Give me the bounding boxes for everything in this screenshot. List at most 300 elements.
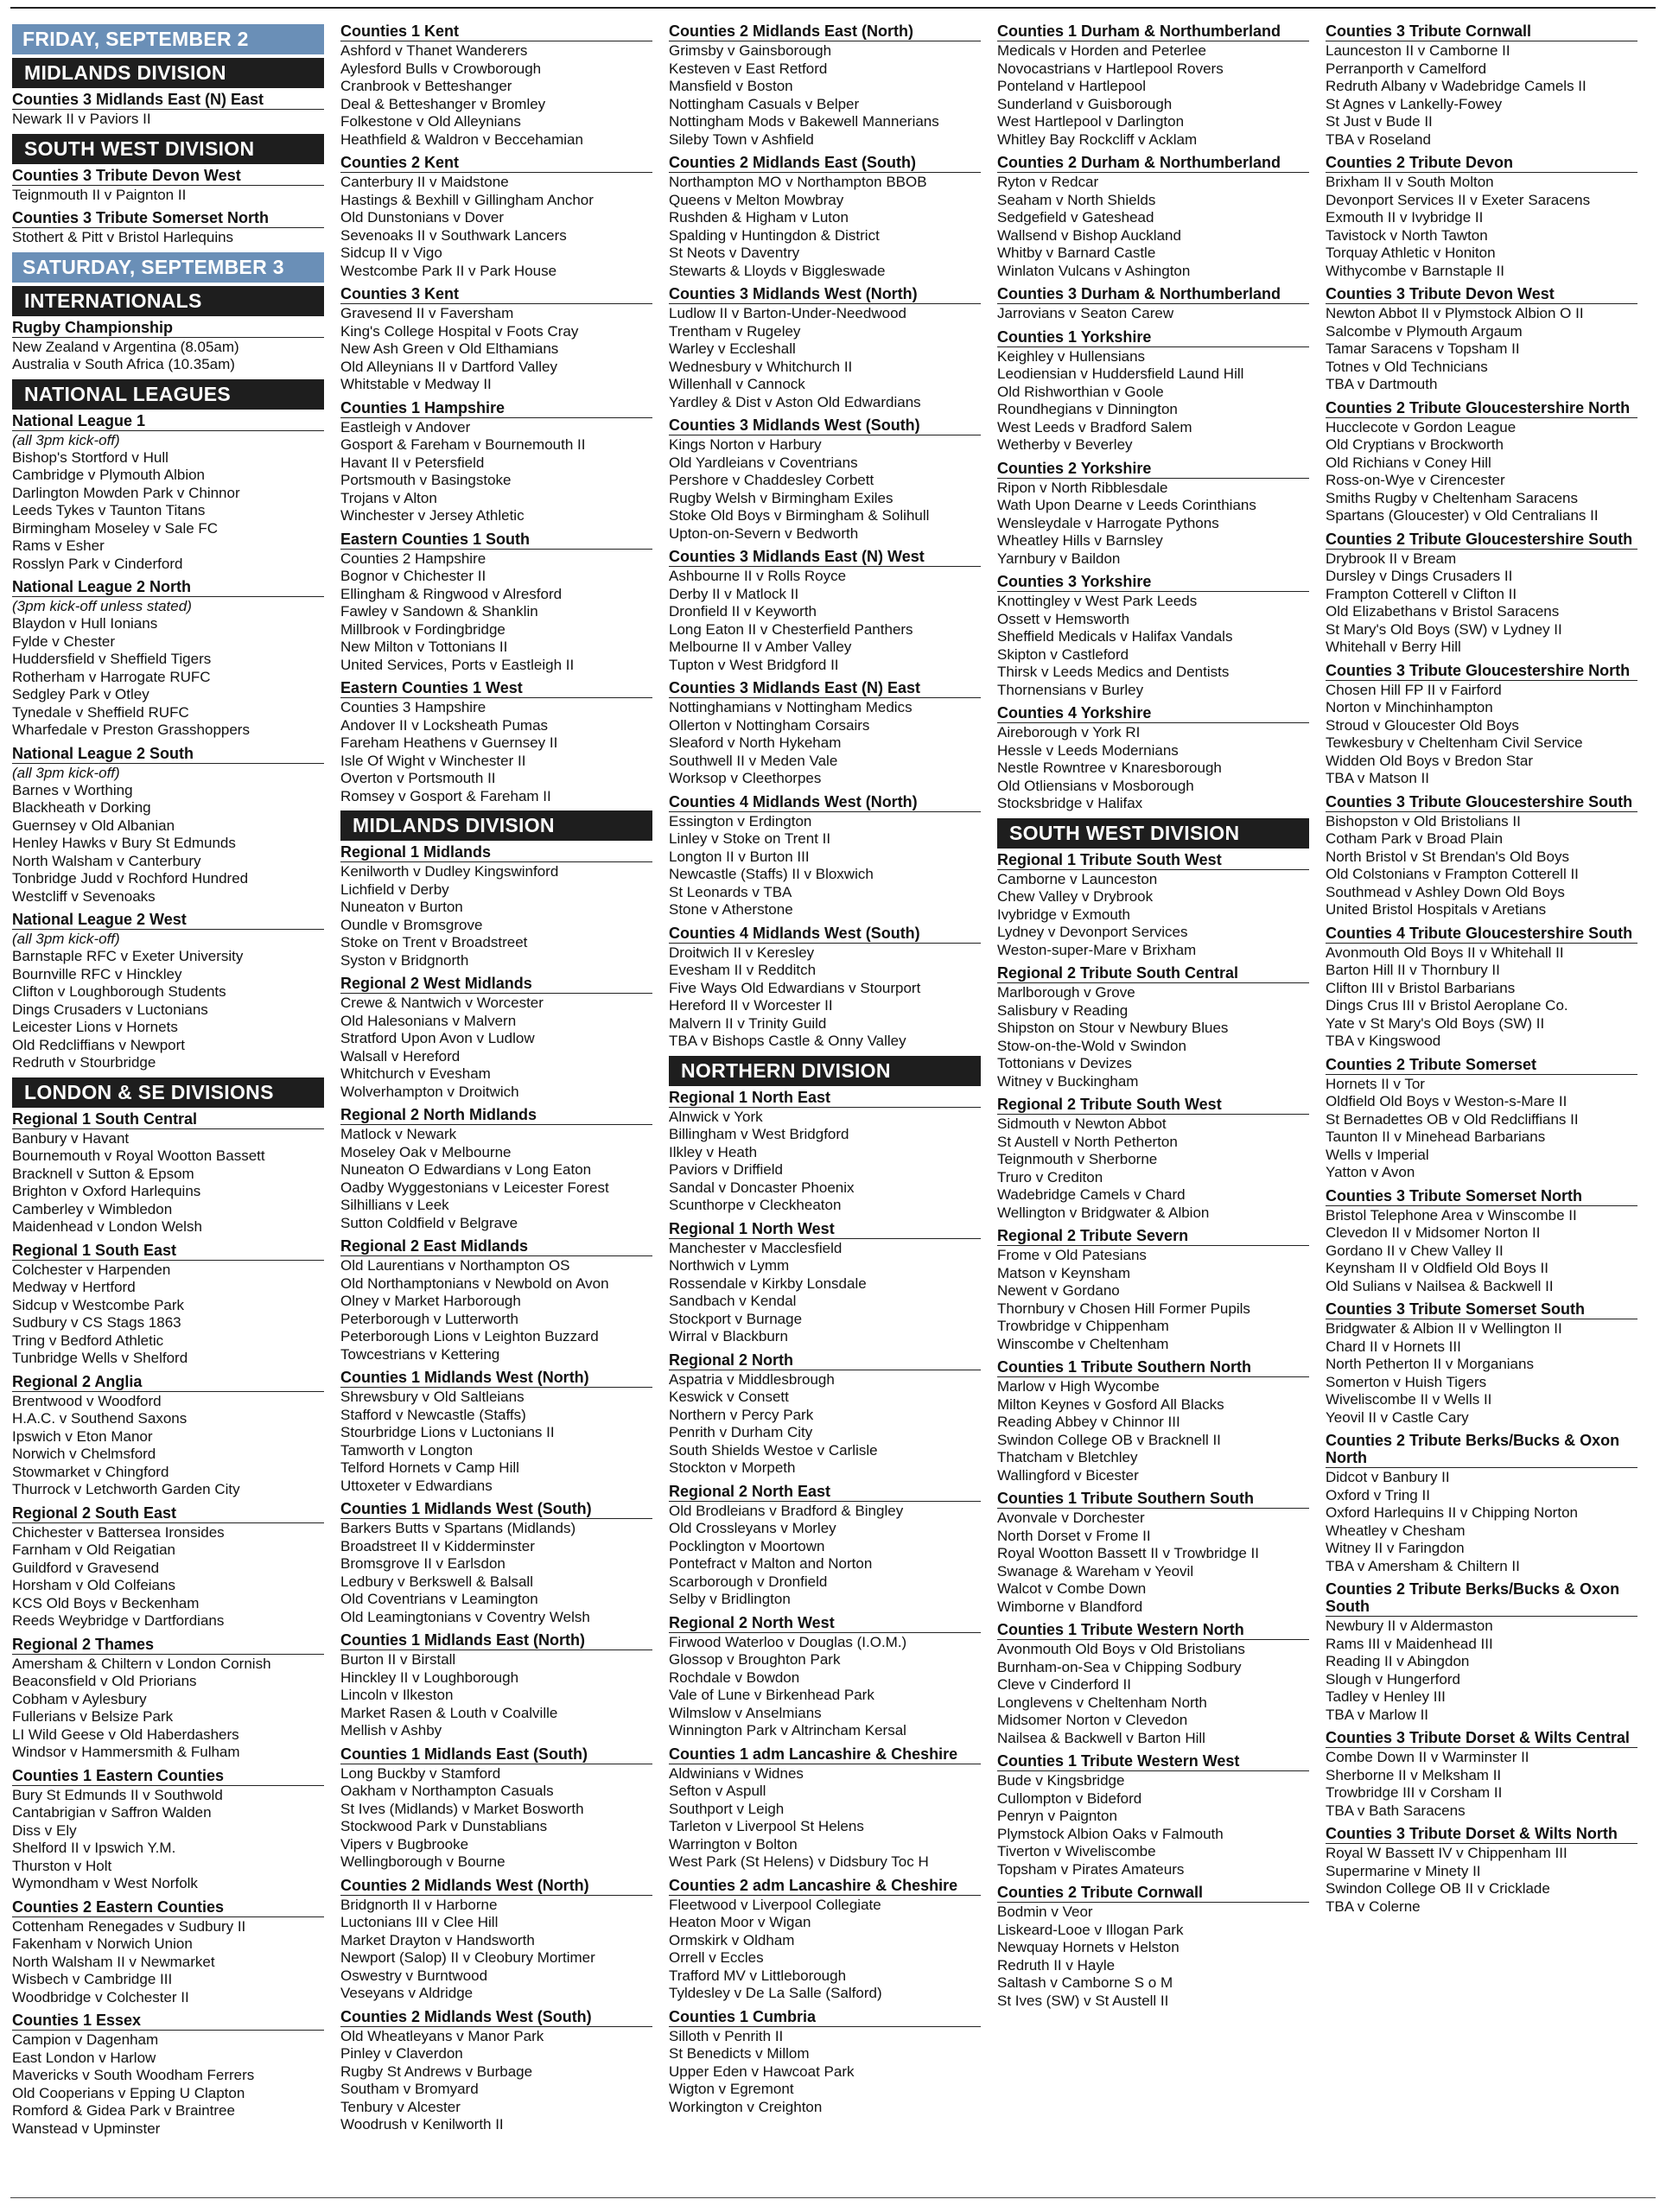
league-title: Counties 1 Midlands East (North)	[340, 1631, 652, 1650]
league-title: Counties 4 Midlands West (South)	[669, 925, 981, 944]
fixture-line: Old Elizabethans v Bristol Saracens	[1326, 603, 1560, 620]
fixture-line: TBA v Bath Saracens	[1326, 1802, 1466, 1819]
date-banner: SATURDAY, SEPTEMBER 3	[12, 252, 324, 283]
league-section	[340, 285, 652, 394]
fixture-line: Smiths Rugby v Cheltenham Saracens	[1326, 489, 1578, 506]
fixture-line: Matlock v Newark	[340, 1126, 457, 1142]
league-title: Counties 3 Midlands West (South)	[669, 416, 981, 435]
fixture-line: Scunthorpe v Cleckheaton	[669, 1197, 842, 1213]
league-title: National League 2 South	[12, 745, 324, 764]
fixture-line: Dings Crus III v Bristol Aeroplane Co.	[1326, 997, 1568, 1014]
league-section	[669, 1089, 981, 1215]
league-section	[997, 328, 1309, 454]
fixture-line: Teignmouth v Sherborne	[997, 1151, 1158, 1167]
fixture-line: Winchester v Jersey Athletic	[340, 507, 525, 524]
fixture-line: Wheatley v Chesham	[1326, 1522, 1466, 1539]
fixture-line: Winlaton Vulcans v Ashington	[997, 262, 1191, 279]
fixture-line: Clifton v Loughborough Students	[12, 983, 226, 1000]
fixture-line: Reading II v Abingdon	[1326, 1653, 1470, 1669]
league-title: Rugby Championship	[12, 319, 324, 338]
fixture-line: Worksop v Cleethorpes	[669, 770, 822, 786]
league-section	[1326, 1187, 1637, 1296]
fixture-line: Swindon College OB v Bracknell II	[997, 1431, 1221, 1448]
fixture-line: Romsey v Gosport & Fareham II	[340, 787, 551, 804]
league-section	[340, 2008, 652, 2134]
fixture-line: Penryn v Paignton	[997, 1808, 1117, 1824]
fixture-line: Sherborne II v Melksham II	[1326, 1766, 1502, 1783]
division-header: SOUTH WEST DIVISION	[12, 134, 324, 164]
league-section	[1326, 285, 1637, 394]
fixture-line: Stowmarket v Chingford	[12, 1463, 169, 1480]
fixture-line: Droitwich II v Keresley	[669, 944, 815, 961]
fixture-line: Wimborne v Blandford	[997, 1598, 1143, 1615]
fixture-line: North Petherton II v Morganians	[1326, 1356, 1534, 1372]
fixture-line: Southwell II v Meden Vale	[669, 752, 838, 769]
fixture-line: Billingham v West Bridgford	[669, 1126, 849, 1142]
fixture-line: Sheffield Medicals v Halifax Vandals	[997, 628, 1233, 645]
fixture-line: Nestle Rowntree v Knaresborough	[997, 760, 1222, 776]
fixture-line: Saltash v Camborne S o M	[997, 1974, 1173, 1991]
fixture-line: Sefton v Aspull	[669, 1783, 766, 1799]
fixture-line: Yate v St Mary's Old Boys (SW) II	[1326, 1014, 1545, 1032]
fixture-line: Long Buckby v Stamford	[340, 1764, 501, 1782]
fixture-line: Warley v Eccleshall	[669, 340, 796, 357]
fixture-line: Tavistock v North Tawton	[1326, 226, 1488, 244]
fixture-line: Oldfield Old Boys v Weston-s-Mare II	[1326, 1093, 1567, 1109]
fixture-line: Wigton v Egremont	[669, 2081, 794, 2097]
fixture-line: Selby v Bridlington	[669, 1591, 791, 1607]
league-title: Counties 4 Tribute Gloucestershire South	[1326, 925, 1637, 944]
fixture-line: Gravesend II v Faversham	[340, 305, 514, 321]
fixture-line: Swanage & Wareham v Yeovil	[997, 1562, 1194, 1580]
league-section	[669, 1877, 981, 2003]
fixture-line: South Shields Westoe v Carlisle	[669, 1441, 878, 1459]
fixture-line: Hastings & Bexhill v Gillingham Anchor	[340, 191, 594, 208]
fixture-line: Winscombe v Cheltenham	[997, 1335, 1169, 1352]
league-title: Regional 2 Tribute Severn	[997, 1227, 1309, 1246]
fixture-line: Stockwood Park v Dunstablians	[340, 1818, 548, 1834]
fixture-line: Torquay Athletic v Honiton	[1326, 245, 1496, 261]
fixture-line: Paviors v Driffield	[669, 1161, 783, 1178]
fixture-line: Wells v Imperial	[1326, 1146, 1429, 1163]
league-section	[12, 412, 324, 574]
fixture-line: Rams v Esher	[12, 537, 105, 554]
fixture-line: Huddersfield v Sheffield Tigers	[12, 651, 212, 667]
fixture-line: Blackheath v Dorking	[12, 799, 151, 816]
fixture-line: Farnham v Old Reigatian	[12, 1541, 175, 1558]
league-title: Counties 3 Tribute Gloucestershire South	[1326, 793, 1637, 812]
fixture-line: Hucclecote v Gordon League	[1326, 418, 1517, 435]
fixture-line: Rotherham v Harrogate RUFC	[12, 668, 211, 685]
fixture-line: King's College Hospital v Foots Cray	[340, 322, 579, 340]
fixture-line: Avonvale v Dorchester	[997, 1510, 1145, 1526]
fixture-line: Stocksbridge v Halifax	[997, 795, 1143, 811]
fixture-line: Royal Wootton Bassett II v Trowbridge II	[997, 1545, 1259, 1561]
fixture-line: Cotham Park v Broad Plain	[1326, 830, 1504, 847]
fixture-line: Rams III v Maidenhead III	[1326, 1635, 1493, 1652]
column-3	[669, 22, 981, 2183]
league-title: Regional 2 North West	[669, 1614, 981, 1633]
fixture-line: Five Ways Old Edwardians v Stourport	[669, 979, 921, 996]
fixture-line: Northampton MO v Northampton BBOB	[669, 174, 927, 190]
league-title: Regional 2 North Midlands	[340, 1106, 652, 1125]
fixture-line: Trowbridge v Chippenham	[997, 1318, 1169, 1334]
league-section	[669, 1220, 981, 1346]
fixture-line: TBA v Matson II	[1326, 770, 1429, 786]
fixture-line: Thatcham v Bletchley	[997, 1449, 1138, 1465]
league-title: Counties 2 Tribute Devon	[1326, 154, 1637, 173]
league-title: Counties 1 Tribute Southern North	[997, 1358, 1309, 1377]
fixture-line: United Services, Ports v Eastleigh II	[340, 656, 575, 673]
fixture-line: Glossop v Broughton Park	[669, 1651, 841, 1668]
league-section	[669, 1351, 981, 1478]
league-section	[340, 1369, 652, 1495]
fixture-line: Barnes v Worthing	[12, 781, 133, 798]
fixture-line: Telford Hornets v Camp Hill	[340, 1459, 519, 1476]
fixture-line: Colchester v Harpenden	[12, 1261, 171, 1278]
league-section	[1326, 154, 1637, 280]
fixture-line: Stow-on-the-Wold v Swindon	[997, 1037, 1186, 1054]
fixture-line: Medicals v Horden and Peterlee	[997, 42, 1206, 59]
fixture-line: Devonport Services II v Exeter Saracens	[1326, 191, 1591, 208]
fixture-line: New Ash Green v Old Elthamians	[340, 340, 559, 357]
fixture-line: Pershore v Chaddesley Corbett	[669, 472, 874, 488]
fixture-line: Stockton v Morpeth	[669, 1459, 796, 1476]
league-title: Counties 1 Hampshire	[340, 399, 652, 418]
fixture-line: Winnington Park v Altrincham Kersal	[669, 1722, 906, 1738]
fixture-line: Oakham v Northampton Casuals	[340, 1783, 554, 1799]
league-section	[1326, 1300, 1637, 1427]
fixture-line: Keynsham II v Oldfield Old Boys II	[1326, 1260, 1548, 1276]
fixture-line: Gordano II v Chew Valley II	[1326, 1242, 1504, 1259]
league-section	[12, 319, 324, 374]
fixture-line: Old Alleynians II v Dartford Valley	[340, 358, 558, 375]
fixture-line: Penrith v Durham City	[669, 1424, 813, 1440]
fixture-line: Manchester v Macclesfield	[669, 1239, 843, 1256]
fixture-line: Tring v Bedford Athletic	[12, 1332, 164, 1349]
league-section	[340, 1500, 652, 1626]
fixture-line: Henley Hawks v Bury St Edmunds	[12, 835, 236, 851]
league-title: Counties 3 Tribute Gloucestershire North	[1326, 662, 1637, 681]
league-title: Counties 3 Tribute Dorset & Wilts North	[1326, 1825, 1637, 1844]
fixture-line: Ross-on-Wye v Cirencester	[1326, 472, 1505, 488]
fixture-line: Olney v Market Harborough	[340, 1293, 521, 1309]
league-title: Regional 1 North West	[669, 1220, 981, 1239]
fixture-line: Wath Upon Dearne v Leeds Corinthians	[997, 497, 1256, 513]
fixture-line: Cottenham Renegades v Sudbury II	[12, 1917, 246, 1935]
league-title: Counties 1 Yorkshire	[997, 328, 1309, 347]
fixture-line: Witney II v Faringdon	[1326, 1540, 1465, 1556]
league-section	[997, 704, 1309, 813]
fixture-line: Camberley v Wimbledon	[12, 1200, 173, 1217]
fixture-line: Stewarts & Lloyds v Biggleswade	[669, 262, 886, 279]
fixture-line: Reading Abbey v Chinnor III	[997, 1414, 1180, 1430]
fixture-line: Nottingham Casuals v Belper	[669, 95, 860, 112]
league-title: Counties 4 Midlands West (North)	[669, 793, 981, 812]
fixture-line: Trowbridge III v Corsham II	[1326, 1784, 1503, 1801]
fixture-line: Lichfield v Derby	[340, 880, 449, 898]
league-title: Counties 3 Midlands East (N) West	[669, 548, 981, 567]
league-section	[669, 925, 981, 1051]
fixture-line: North Dorset v Frome II	[997, 1527, 1151, 1544]
fixture-line: Aspatria v Middlesbrough	[669, 1370, 835, 1388]
fixture-line: Sedgley Park v Otley	[12, 686, 149, 702]
fixture-line: Somerton v Huish Tigers	[1326, 1373, 1487, 1390]
fixture-line: Old Cryptians v Brockworth	[1326, 436, 1504, 453]
fixture-line: Windsor v Hammersmith & Fulham	[12, 1744, 240, 1760]
league-title: Counties 2 Midlands East (North)	[669, 22, 981, 41]
division-header: NORTHERN DIVISION	[669, 1056, 981, 1086]
fixture-line: Skipton v Castleford	[997, 645, 1129, 663]
league-section	[12, 1636, 324, 1762]
fixture-line: Heaton Moor v Wigan	[669, 1914, 811, 1930]
league-section	[12, 1373, 324, 1499]
league-section	[669, 793, 981, 919]
fixture-line: Fullerians v Belsize Park	[12, 1708, 174, 1725]
fixture-line: Barkers Butts v Spartans (Midlands)	[340, 1520, 576, 1536]
league-title: Counties 3 Tribute Devon West	[1326, 285, 1637, 304]
fixture-line: Sidcup II v Vigo	[340, 245, 442, 261]
fixture-line: Brighton v Oxford Harlequins	[12, 1183, 201, 1199]
fixture-line: Evesham II v Redditch	[669, 962, 817, 978]
fixture-line: Counties 3 Hampshire	[340, 699, 486, 715]
fixture-line: Norton v Minchinhampton	[1326, 699, 1493, 715]
league-section	[997, 573, 1309, 699]
fixture-line: Vipers v Bugbrooke	[340, 1835, 469, 1853]
fixture-line: Crewe & Nantwich v Worcester	[340, 995, 544, 1011]
fixture-line: Beaconsfield v Old Priorians	[12, 1673, 197, 1689]
fixture-line: Longton II v Burton III	[669, 848, 810, 865]
division-header: NATIONAL LEAGUES	[12, 379, 324, 410]
fixture-line: Cranbrook v Betteshanger	[340, 78, 512, 94]
fixture-line: Leodiensian v Huddersfield Laund Hill	[997, 365, 1244, 382]
fixture-line: Romford & Gidea Park v Braintree	[12, 2102, 235, 2119]
league-section	[12, 1898, 324, 2007]
league-section	[997, 1096, 1309, 1222]
fixture-line: Woodbridge v Colchester II	[12, 1988, 189, 2005]
fixture-line: LI Wild Geese v Old Haberdashers	[12, 1726, 239, 1743]
league-section	[12, 209, 324, 247]
fixture-line: Perranporth v Camelford	[1326, 60, 1487, 77]
fixture-line: Peterborough v Lutterworth	[340, 1310, 519, 1327]
fixture-line: Cleve v Cinderford II	[997, 1676, 1131, 1693]
fixture-line: Totnes v Old Technicians	[1326, 358, 1488, 375]
league-title: Regional 2 South East	[12, 1504, 324, 1523]
fixture-line: Exmouth II v Ivybridge II	[1326, 209, 1484, 226]
league-title: Counties 3 Midlands West (North)	[669, 285, 981, 304]
league-title: Regional 2 Thames	[12, 1636, 324, 1655]
division-header: LONDON & SE DIVISIONS	[12, 1077, 324, 1108]
fixture-line: Newton Abbot II v Plymstock Albion O II	[1326, 305, 1584, 321]
league-section	[1326, 662, 1637, 788]
league-title: Counties 2 Tribute Gloucestershire South	[1326, 531, 1637, 550]
top-rule	[10, 7, 1656, 9]
fixture-line: Cambridge v Plymouth Albion	[12, 467, 206, 483]
fixture-line: Andover II v Locksheath Pumas	[340, 716, 549, 734]
fixture-line: Maidenhead v London Welsh	[12, 1218, 202, 1235]
fixture-line: Cobham v Aylesbury	[12, 1690, 147, 1707]
fixture-line: Vale of Lune v Birkenhead Park	[669, 1687, 874, 1703]
league-title: Counties 3 Tribute Dorset & Wilts Central	[1326, 1729, 1637, 1748]
fixture-line: Wellingborough v Bourne	[340, 1853, 506, 1870]
fixture-line: Old Laurentians v Northampton OS	[340, 1257, 570, 1274]
fixture-line: West Leeds v Bradford Salem	[997, 418, 1192, 435]
fixture-line: St Just v Bude II	[1326, 113, 1433, 130]
fixture-line: Withycombe v Barnstaple II	[1326, 262, 1504, 279]
fixture-line: Trojans v Alton	[340, 489, 437, 506]
league-section	[1326, 1580, 1637, 1724]
league-section	[997, 285, 1309, 323]
league-title: Counties 3 Yorkshire	[997, 573, 1309, 592]
fixture-line: Ilkley v Heath	[669, 1143, 758, 1160]
league-section	[12, 1504, 324, 1630]
fixture-line: Bournville RFC v Hinckley	[12, 965, 182, 982]
fixture-line: Mavericks v South Woodham Ferrers	[12, 2067, 255, 2083]
league-section	[12, 578, 324, 740]
fixture-line: Witney v Buckingham	[997, 1072, 1139, 1090]
fixture-line: Southam v Bromyard	[340, 2081, 479, 2097]
fixture-line: Rugby Welsh v Birmingham Exiles	[669, 489, 893, 506]
fixture-line: Whitstable v Medway II	[340, 376, 492, 392]
fixture-line: Rosslyn Park v Cinderford	[12, 555, 183, 572]
fixture-line: Newport (Salop) II v Cleobury Mortimer	[340, 1949, 595, 1966]
fixture-line: Fakenham v Norwich Union	[12, 1936, 193, 1952]
fixture-line: Wallingford v Bicester	[997, 1466, 1139, 1484]
fixture-line: Tottonians v Devizes	[997, 1055, 1132, 1071]
fixture-line: H.A.C. v Southend Saxons	[12, 1410, 188, 1427]
fixture-line: Havant II v Petersfield	[340, 454, 485, 471]
league-title: Counties 4 Yorkshire	[997, 704, 1309, 723]
fixture-line: Millbrook v Fordingbridge	[340, 620, 506, 638]
fixture-line: Ossett v Hemsworth	[997, 610, 1130, 627]
fixture-line: Old Cooperians v Epping U Clapton	[12, 2084, 245, 2101]
fixture-line: Westcliff v Sevenoaks	[12, 887, 156, 905]
fixture-line: Old Northamptonians v Newbold on Avon	[340, 1274, 609, 1292]
date-banner: FRIDAY, SEPTEMBER 2	[12, 24, 324, 54]
league-title: Counties 1 Eastern Counties	[12, 1767, 324, 1786]
league-title: Counties 2 Eastern Counties	[12, 1898, 324, 1917]
league-title: Counties 3 Tribute Somerset South	[1326, 1300, 1637, 1319]
league-section	[669, 1614, 981, 1740]
league-title: Eastern Counties 1 South	[340, 531, 652, 550]
fixture-line: Whitchurch v Evesham	[340, 1065, 491, 1082]
fixture-line: Market Rasen & Louth v Coalville	[340, 1704, 558, 1721]
fixture-line: Widden Old Boys v Bredon Star	[1326, 752, 1534, 769]
fixture-line: Aylesford Bulls v Crowborough	[340, 60, 542, 77]
fixture-line: Peterborough Lions v Leighton Buzzard	[340, 1328, 599, 1344]
fixture-line: Newark II v Paviors II	[12, 111, 151, 127]
league-title: Regional 1 South Central	[12, 1110, 324, 1129]
fixture-line: Whitehall v Berry Hill	[1326, 639, 1461, 655]
column-5	[1326, 22, 1637, 2183]
fixture-line: Ashbourne II v Rolls Royce	[669, 568, 847, 584]
fixture-line: Swindon College OB II v Cricklade	[1326, 1880, 1550, 1897]
fixture-line: Tenbury v Alcester	[340, 2098, 461, 2115]
fixture-line: Mansfield v Boston	[669, 78, 793, 94]
fixture-line: Eastleigh v Andover	[340, 418, 471, 435]
league-title: Counties 3 Midlands East (N) East	[12, 91, 324, 110]
fixture-line: Stockport v Burnage	[669, 1310, 803, 1327]
league-section	[669, 548, 981, 674]
fixture-line: Redruth v Stourbridge	[12, 1054, 156, 1071]
fixture-line: Barton Hill II v Thornbury II	[1326, 962, 1500, 978]
fixture-line: Banbury v Havant	[12, 1129, 130, 1147]
fixture-line: Spartans (Gloucester) v Old Centralians II	[1326, 507, 1599, 524]
league-title: Counties 2 adm Lancashire & Cheshire	[669, 1877, 981, 1896]
fixture-line: Wetherby v Beverley	[997, 436, 1133, 453]
fixture-line: Sidmouth v Newton Abbot	[997, 1116, 1167, 1132]
fixture-line: Reeds Weybridge v Dartfordians	[12, 1612, 225, 1629]
fixture-line: St Mary's Old Boys (SW) v Lydney II	[1326, 620, 1562, 638]
fixture-line: Bracknell v Sutton & Epsom	[12, 1165, 194, 1182]
fixture-line: Melbourne II v Amber Valley	[669, 639, 852, 655]
fixture-line: Nottinghamians v Nottingham Medics	[669, 699, 912, 715]
league-title: Regional 1 South East	[12, 1242, 324, 1261]
fixture-line: Bournemouth v Royal Wootton Bassett	[12, 1147, 265, 1164]
fixture-line: Supermarine v Minety II	[1326, 1862, 1481, 1879]
fixture-line: Clifton III v Bristol Barbarians	[1326, 979, 1516, 996]
kickoff-note: (all 3pm kick-off)	[12, 431, 120, 448]
fixture-line: Upper Eden v Hawcoat Park	[669, 2063, 855, 2080]
fixture-line: Old Dunstonians v Dover	[340, 209, 504, 226]
fixture-line: Rochdale v Bowdon	[669, 1669, 800, 1686]
league-title: Counties 3 Tribute Somerset North	[1326, 1187, 1637, 1206]
fixture-line: Bognor v Chichester II	[340, 568, 486, 584]
fixture-line: Tarleton v Liverpool St Helens	[669, 1818, 864, 1834]
fixture-line: Yeovil II v Castle Cary	[1326, 1408, 1469, 1426]
fixture-line: Essington v Erdington	[669, 812, 812, 830]
league-section	[340, 1237, 652, 1363]
fixture-line: Southmead v Ashley Down Old Boys	[1326, 883, 1565, 900]
kickoff-note: (all 3pm kick-off)	[12, 764, 120, 781]
fixture-line: Nuneaton O Edwardians v Long Eaton	[340, 1161, 592, 1178]
league-title: Counties 1 Durham & Northumberland	[997, 22, 1309, 41]
fixture-line: Salcombe v Plymouth Argaum	[1326, 322, 1523, 340]
league-title: Counties 2 Tribute Berks/Bucks & Oxon North	[1326, 1432, 1637, 1468]
league-section	[340, 679, 652, 805]
fixture-line: Sutton Coldfield v Belgrave	[340, 1214, 518, 1231]
fixture-line: Sandal v Doncaster Phoenix	[669, 1179, 855, 1196]
fixture-line: Hessle v Leeds Modernians	[997, 741, 1179, 759]
league-section	[1326, 793, 1637, 919]
fixture-line: Wheatley Hills v Barnsley	[997, 532, 1163, 549]
fixture-line: Taunton II v Minehead Barbarians	[1326, 1128, 1546, 1145]
fixture-line: Old Wheatleyans v Manor Park	[340, 2027, 544, 2044]
fixture-line: Seaham v North Shields	[997, 191, 1156, 208]
fixture-line: Trafford MV v Littleborough	[669, 1967, 847, 1984]
fixture-line: Chosen Hill FP II v Fairford	[1326, 681, 1502, 698]
fixture-line: Wharfedale v Preston Grasshoppers	[12, 721, 250, 738]
fixture-line: Westcombe Park II v Park House	[340, 262, 557, 279]
fixture-line: Oxford Harlequins II v Chipping Norton	[1326, 1504, 1578, 1521]
league-section	[997, 1227, 1309, 1353]
fixture-line: Blaydon v Hull Ionians	[12, 615, 158, 632]
fixture-line: Tamworth v Longton	[340, 1441, 474, 1459]
league-section	[340, 531, 652, 675]
fixture-line: Tadley v Henley III	[1326, 1688, 1446, 1705]
league-title: National League 2 West	[12, 911, 324, 930]
fixture-line: Stoke on Trent v Broadstreet	[340, 934, 528, 950]
league-title: Counties 3 Tribute Devon West	[12, 167, 324, 186]
fixture-line: Avonmouth Old Boys II v Whitehall II	[1326, 944, 1564, 961]
fixture-line: Market Drayton v Handsworth	[340, 1931, 535, 1948]
fixture-line: Bridgwater & Albion II v Wellington II	[1326, 1320, 1562, 1337]
fixture-line: Lydney v Devonport Services	[997, 924, 1188, 940]
fixture-line: Willenhall v Cannock	[669, 376, 805, 392]
fixture-line: Tyldesley v De La Salle (Salford)	[669, 1985, 882, 2001]
league-title: Counties 1 Essex	[12, 2012, 324, 2031]
fixture-line: TBA v Marlow II	[1326, 1706, 1429, 1723]
